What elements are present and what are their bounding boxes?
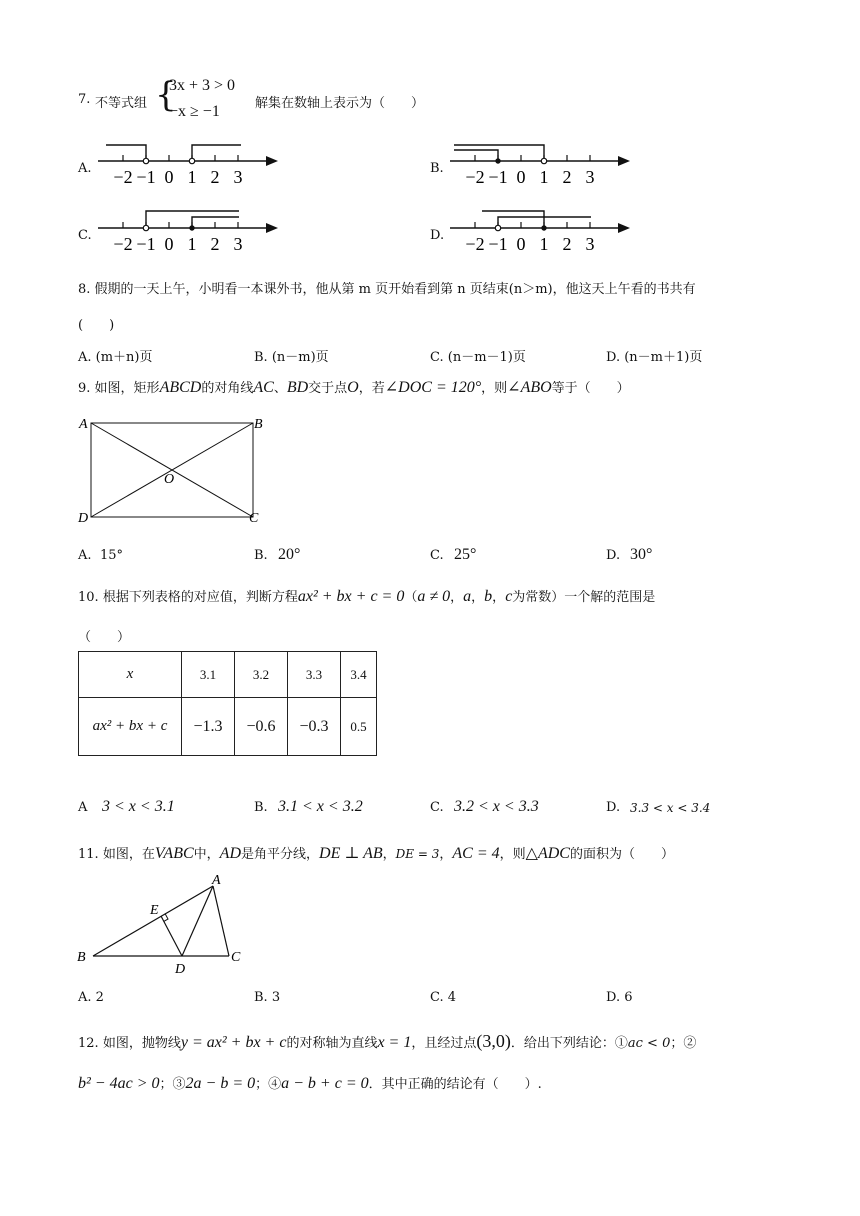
q12-conclusion-1: ac < 0 xyxy=(627,1036,671,1051)
q9-target-angle: ∠ABO xyxy=(507,379,552,396)
q11-target-triangle: △ADC xyxy=(525,845,570,862)
q8-stem-line-2: ( ) xyxy=(78,318,115,333)
q11-text: ，则 xyxy=(499,847,526,862)
q11-bisector: AD xyxy=(219,845,241,862)
vertex-label-d: D xyxy=(175,962,186,977)
q7-option-a-label: A. xyxy=(78,161,92,176)
table-cell-y: −1.3 xyxy=(182,698,235,756)
q12-text: ．给出下列结论：① xyxy=(510,1036,628,1051)
vertex-label-d: D xyxy=(78,511,89,526)
q12-parabola: y = ax² + bx + c xyxy=(180,1034,287,1051)
tick-label: 3 xyxy=(233,167,243,187)
q10-text: 根据下列表格的对应值，判断方程 xyxy=(102,590,298,605)
tick-label: −2 xyxy=(113,234,133,254)
value-table xyxy=(78,651,377,756)
tick-label: −2 xyxy=(113,167,133,187)
table-cell-x: 3.4 xyxy=(341,652,377,698)
q10-number: 10. xyxy=(78,590,99,605)
triangle-figure xyxy=(74,868,254,978)
tick-label: −1 xyxy=(488,234,508,254)
q10-option-a-label: A xyxy=(78,800,88,815)
q8-option-b: B. (n－m)页 xyxy=(254,350,329,365)
tick-label: 3 xyxy=(233,234,243,254)
q11-perpendicular: DE ⊥ AB xyxy=(319,845,383,862)
q10-option-c-value: 3.2 < x < 3.3 xyxy=(454,798,539,815)
q11-number: 11. xyxy=(78,847,99,862)
q9-condition: ∠DOC = 120° xyxy=(384,379,482,396)
q9-text: 、 xyxy=(273,381,287,396)
q9-point-o: O xyxy=(347,379,359,396)
q12-conclusion-3: 2a − b = 0 xyxy=(185,1075,256,1092)
tick-label: −2 xyxy=(465,167,485,187)
q10-condition: a ≠ 0 xyxy=(417,588,451,605)
q10-stem xyxy=(78,586,655,606)
tick-label: 3 xyxy=(585,234,595,254)
q9-option-a-label: A. xyxy=(78,548,92,563)
tick-label: 0 xyxy=(164,167,174,187)
q9-text: ，若 xyxy=(358,381,385,396)
q9-option-d-label: D. xyxy=(606,548,621,563)
table-header-expression: ax² + bx + c xyxy=(79,698,182,756)
q12-text: 的对称轴为直线 xyxy=(286,1036,378,1051)
table-header-x: x xyxy=(79,652,182,698)
q10-option-d-value: 3.3 < x < 3.4 xyxy=(630,801,711,815)
q11-option-b: B. 3 xyxy=(254,990,281,1005)
q10-text: 为常数）一个解的范围是 xyxy=(512,590,656,605)
vertex-label-b: B xyxy=(77,950,86,965)
q11-triangle: VABC xyxy=(154,845,194,862)
q8-option-d: D. (n－m＋1)页 xyxy=(606,350,703,365)
number-line-c xyxy=(96,205,286,255)
q7-option-d-label: D. xyxy=(430,228,445,243)
table-cell-x: 3.2 xyxy=(235,652,288,698)
table-cell-x: 3.1 xyxy=(182,652,235,698)
tick-label: 1 xyxy=(187,167,197,187)
q9-number: 9. xyxy=(78,381,91,396)
q8-option-c: C. (n－m－1)页 xyxy=(430,350,526,365)
q7-stem-a: 不等式组 xyxy=(95,96,148,111)
q11-text: 中， xyxy=(193,847,220,862)
q7-inequality-2: −x ≥ −1 xyxy=(169,103,220,120)
vertex-label-e: E xyxy=(150,903,159,918)
q9-option-b-value: 20° xyxy=(278,546,301,563)
tick-label: −1 xyxy=(488,167,508,187)
tick-label: 0 xyxy=(516,167,526,187)
q9-text: 如图，矩形 xyxy=(94,381,160,396)
q9-option-a-value: 15° xyxy=(100,548,124,563)
q7-option-b-label: B. xyxy=(430,161,444,176)
q12-stem-line-1 xyxy=(78,1031,696,1052)
q11-text: 如图，在 xyxy=(102,847,155,862)
q9-text: ，则 xyxy=(481,381,508,396)
q12-text: ；② xyxy=(670,1036,697,1051)
q9-rect-name: ABCD xyxy=(159,379,202,396)
q12-number: 12. xyxy=(78,1036,99,1051)
q12-axis: x = 1 xyxy=(377,1034,412,1051)
q9-diagonal-ac: AC xyxy=(253,379,274,396)
tick-label: 2 xyxy=(210,234,220,254)
q11-de-length: DE = 3 xyxy=(395,847,440,861)
tick-label: −1 xyxy=(136,234,156,254)
tick-label: −2 xyxy=(465,234,485,254)
tick-label: 0 xyxy=(164,234,174,254)
q10-equation: ax² + bx + c = 0 xyxy=(297,588,405,605)
tick-label: 3 xyxy=(585,167,595,187)
number-line-b xyxy=(448,138,638,188)
q11-ac-length: AC = 4 xyxy=(452,845,500,862)
q7-inequality-1: 3x + 3 > 0 xyxy=(169,77,236,94)
tick-label: −1 xyxy=(136,167,156,187)
tick-label: 1 xyxy=(539,167,549,187)
number-line-d xyxy=(448,205,638,255)
q10-var-a: a xyxy=(463,588,472,605)
tick-label: 2 xyxy=(562,167,572,187)
q12-conclusion-2: b² − 4ac > 0 xyxy=(78,1075,160,1092)
q9-text: 交于点 xyxy=(308,381,348,396)
q12-stem-line-2 xyxy=(78,1073,542,1093)
q7-option-c-label: C. xyxy=(78,228,92,243)
number-line-a xyxy=(96,138,286,188)
q9-text: 等于（ ） xyxy=(551,381,630,396)
q11-text: 是角平分线， xyxy=(241,847,320,862)
q10-option-a-value: 3 < x < 3.1 xyxy=(102,798,175,815)
vertex-label-b: B xyxy=(254,417,263,432)
q9-text: 的对角线 xyxy=(201,381,254,396)
q12-conclusion-4: a − b + c = 0 xyxy=(281,1075,369,1092)
q10-option-b-value: 3.1 < x < 3.2 xyxy=(278,798,363,815)
table-row-y xyxy=(79,698,377,756)
tick-label: 1 xyxy=(539,234,549,254)
q10-option-b-label: B. xyxy=(254,800,268,815)
tick-label: 2 xyxy=(210,167,220,187)
rectangle-figure xyxy=(76,410,276,530)
vertex-label-a: A xyxy=(79,417,88,432)
q12-text: ；④ xyxy=(255,1077,282,1092)
q10-var-c: c xyxy=(505,588,513,605)
q7-number: 7. xyxy=(78,92,91,107)
table-cell-y: 0.5 xyxy=(341,698,377,756)
q12-text: 如图，抛物线 xyxy=(102,1036,181,1051)
vertex-label-c: C xyxy=(249,511,259,526)
q11-option-c: C. 4 xyxy=(430,990,457,1005)
q11-stem xyxy=(78,843,674,863)
q10-text: ， xyxy=(492,590,506,605)
q12-text: ，且经过点 xyxy=(411,1036,477,1051)
q8-option-a: A. (m＋n)页 xyxy=(78,350,153,365)
q12-text: ．其中正确的结论有（ ）. xyxy=(368,1077,542,1092)
q10-var-b: b xyxy=(484,588,493,605)
tick-label: 1 xyxy=(187,234,197,254)
vertex-label-a: A xyxy=(212,873,221,888)
brace-symbol: { xyxy=(155,75,177,115)
q11-option-d: D. 6 xyxy=(606,990,633,1005)
q11-text: ， xyxy=(382,847,396,862)
q9-diagonal-bd: BD xyxy=(286,379,309,396)
table-row-x xyxy=(79,652,377,698)
q10-option-d-label: D. xyxy=(606,800,621,815)
q7-stem-b: 解集在数轴上表示为（ ） xyxy=(255,96,425,111)
q9-option-d-value: 30° xyxy=(630,546,653,563)
q11-text: 的面积为（ ） xyxy=(569,847,674,862)
q9-option-c-value: 25° xyxy=(454,546,477,563)
tick-label: 2 xyxy=(562,234,572,254)
q9-stem xyxy=(78,377,630,397)
q10-option-c-label: C. xyxy=(430,800,444,815)
q10-text: ， xyxy=(450,590,464,605)
q9-option-c-label: C. xyxy=(430,548,444,563)
table-cell-y: −0.3 xyxy=(288,698,341,756)
q12-point: (3,0) xyxy=(476,1031,511,1051)
vertex-label-c: C xyxy=(231,950,241,965)
table-cell-x: 3.3 xyxy=(288,652,341,698)
q11-option-a: A. 2 xyxy=(78,990,104,1005)
q10-text: ， xyxy=(471,590,485,605)
q11-text: ， xyxy=(439,847,453,862)
q12-text: ；③ xyxy=(159,1077,186,1092)
table-cell-y: −0.6 xyxy=(235,698,288,756)
center-label-o: O xyxy=(164,472,175,487)
q10-stem-line-2: （ ） xyxy=(78,630,131,645)
tick-label: 0 xyxy=(516,234,526,254)
q8-stem-line-1: 8. 假期的一天上午，小明看一本课外书，他从第 m 页开始看到第 n 页结束(n＞m)，他这天上午看的书共有 xyxy=(78,282,696,297)
q9-option-b-label: B. xyxy=(254,548,268,563)
q10-text: （ xyxy=(404,590,418,605)
